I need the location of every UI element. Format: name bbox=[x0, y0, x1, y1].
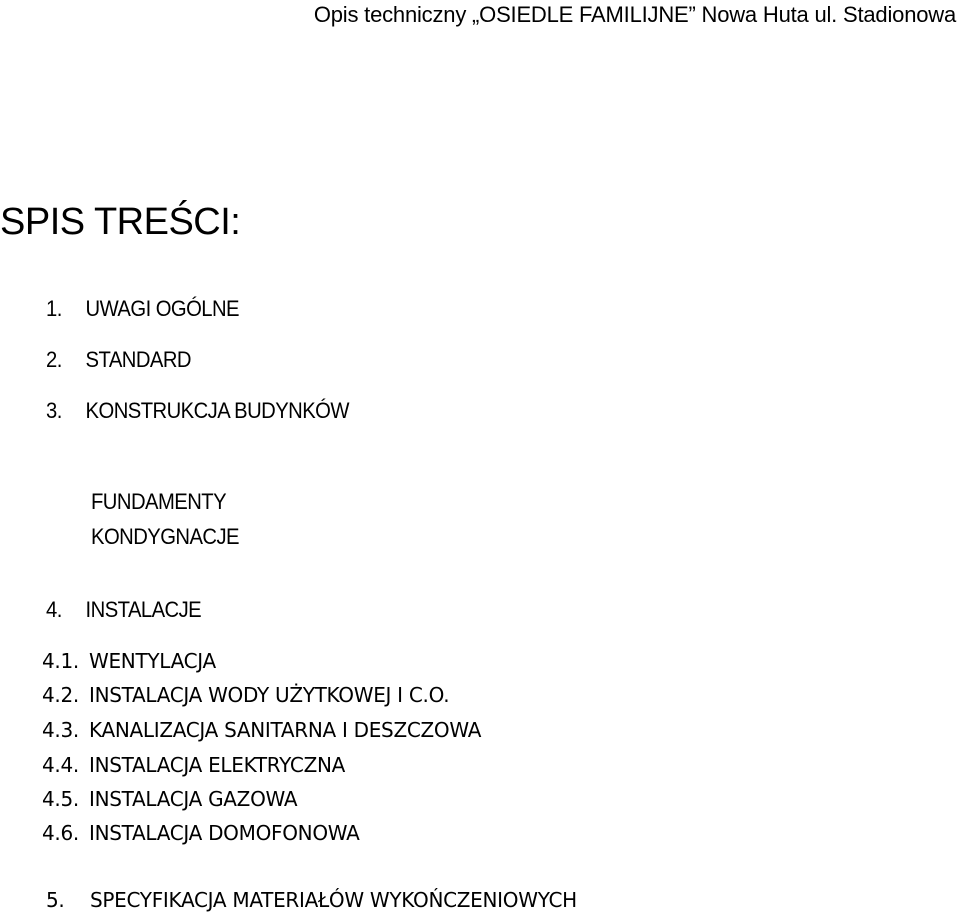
toc-item-label: UWAGI OGÓLNE bbox=[85, 296, 239, 321]
toc-item-label: INSTALACJA WODY UŻYTKOWEJ I C.O. bbox=[89, 683, 450, 707]
toc-subitem-4-6 bbox=[42, 823, 360, 843]
toc-subitem-fundamenty: FUNDAMENTY bbox=[91, 489, 227, 514]
toc-subitem-4-5 bbox=[42, 789, 297, 809]
toc-item-5 bbox=[46, 890, 577, 910]
toc-item-number: 4.6. bbox=[42, 821, 79, 845]
toc-item-label: SPECYFIKACJA MATERIAŁÓW WYKOŃCZENIOWYCH bbox=[90, 888, 577, 912]
toc-subitem-kondygnacje: KONDYGNACJE bbox=[91, 524, 240, 549]
toc-item-label: INSTALACJA DOMOFONOWA bbox=[89, 821, 360, 845]
toc-item-label: INSTALACJE bbox=[85, 597, 202, 622]
toc-item-label: INSTALACJA ELEKTRYCZNA bbox=[89, 753, 346, 777]
toc-item-1 bbox=[46, 298, 239, 320]
toc-item-2 bbox=[46, 349, 191, 371]
toc-item-4 bbox=[46, 599, 201, 621]
toc-item-label: KANALIZACJA SANITARNA I DESZCZOWA bbox=[89, 718, 482, 742]
toc-item-number: 3. bbox=[46, 398, 62, 423]
toc-item-number: 4.2. bbox=[42, 683, 79, 707]
toc-subitem-4-3 bbox=[42, 720, 481, 740]
toc-item-number: 4.1. bbox=[42, 649, 79, 673]
toc-item-label: INSTALACJA GAZOWA bbox=[89, 787, 298, 811]
toc-item-number: 2. bbox=[46, 347, 62, 372]
toc-subitem-4-1 bbox=[42, 651, 216, 671]
toc-item-number: 1. bbox=[46, 296, 62, 321]
toc-title: SPIS TREŚCI: bbox=[0, 201, 241, 243]
document-header: Opis techniczny „OSIEDLE FAMILIJNE” Nowa Huta ul. Stadionowa bbox=[313, 2, 956, 27]
toc-item-number: 4.5. bbox=[42, 787, 79, 811]
toc-item-number: 4.4. bbox=[42, 753, 79, 777]
toc-item-3 bbox=[46, 400, 349, 422]
toc-item-label: WENTYLACJA bbox=[89, 649, 216, 673]
toc-item-number: 4.3. bbox=[42, 718, 79, 742]
toc-item-number: 5. bbox=[46, 888, 65, 912]
toc-item-label: STANDARD bbox=[85, 347, 191, 372]
toc-item-label: KONSTRUKCJA BUDYNKÓW bbox=[85, 398, 349, 423]
toc-subitem-4-2 bbox=[42, 685, 449, 705]
toc-item-number: 4. bbox=[46, 597, 62, 622]
toc-subitem-4-4 bbox=[42, 755, 345, 775]
